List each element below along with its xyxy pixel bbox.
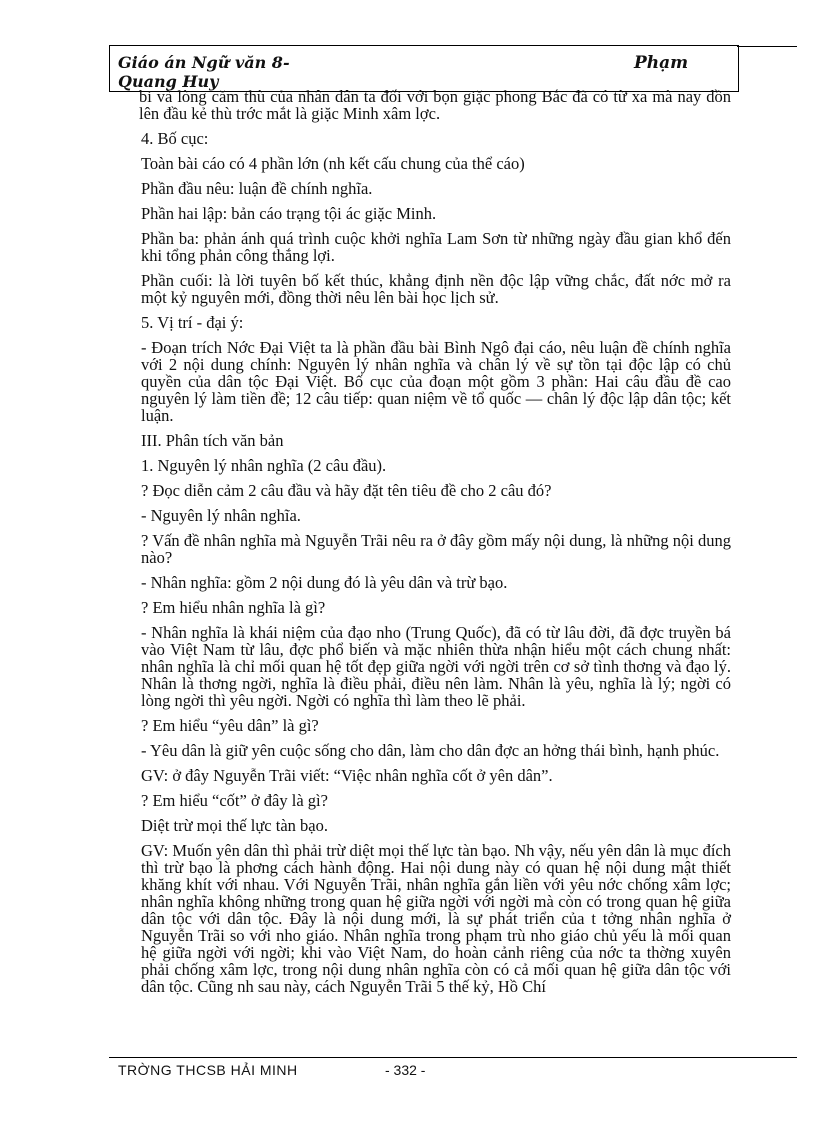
header-author: Phạm (634, 53, 689, 73)
question: ? Em hiểu nhân nghĩa là gì? (141, 598, 326, 617)
paragraph: Phần đầu nêu: luận đề chính nghĩa. (141, 179, 373, 198)
paragraph: - Đoạn trích Nớc Đại Việt ta là phần đầu bài Bình Ngô đại cáo, nêu luận đề chính nghĩa với 2 nội dung chính: Nguyên lý nhân nghĩa và chân lý về sự tồn tại độc lập có chủ quyền của dân tộc Đại Việt. Bố cục của đoạn một gồm 3 phần: Hai câu đầu đề cao nguyên lý làm tiền đề; 12 câu tiếp: quan niệm về tổ quốc — chân lý độc lập dân tộc; kết luận. (141, 338, 731, 425)
paragraph: Toàn bài cáo có 4 phần lớn (nh kết cấu chung của thể cáo) (141, 154, 525, 173)
teacher-note: GV: Muốn yên dân thì phải trừ diệt mọi thế lực tàn bạo. Nh vậy, nếu yên dân là mục đích thì trừ bạo là phơng cách hành động. Hai nội dung này có quan hệ nội dung mật thiết khăng khít với nhau. Với Nguyễn Trãi, nhân nghĩa gắn liền với yêu nớc chống xâm lợc; nhân nghĩa không những trong quan hệ giữa ngời với ngời mà còn có trong quan hệ giữa dân tộc với dân tộc. Đây là nội dung mới, là sự phát triển của t tởng nhân nghĩa ở Nguyễn Trãi so với nho giáo. Nhân nghĩa trong phạm trù nho giáo chủ yếu là mối quan hệ giữa ngời với ngời; khi vào Việt Nam, do hoàn cảnh riêng của nớc ta thờng xuyên phải chống xâm lợc, trong nội dung nhân nghĩa còn có cả mối quan hệ giữa dân tộc với dân tộc. Cũng nh sau này, cách Nguyễn Trãi 5 thế kỷ, Hồ Chí (141, 841, 731, 996)
paragraph: Phần ba: phản ánh quá trình cuộc khởi nghĩa Lam Sơn từ những ngày đầu gian khổ đến khi tổng phản công thắng lợi. (141, 229, 731, 265)
section-heading: 5. Vị trí - đại ý: (141, 313, 244, 332)
answer: - Yêu dân là giữ yên cuộc sống cho dân, làm cho dân đợc an hởng thái bình, hạnh phúc. (141, 741, 720, 760)
question: ? Em hiểu “yêu dân” là gì? (141, 716, 319, 735)
footer-school: TRỜNG THCSB HẢI MINH (118, 1062, 298, 1078)
teacher-note: GV: ở đây Nguyễn Trãi viết: “Việc nhân nghĩa cốt ở yên dân”. (141, 766, 553, 785)
section-heading: III. Phân tích văn bản (141, 431, 284, 450)
section-heading: 4. Bố cục: (141, 129, 209, 148)
footer-rule (109, 1057, 797, 1058)
document-body (141, 88, 731, 1003)
answer: - Nguyên lý nhân nghĩa. (141, 506, 301, 525)
subsection-heading: 1. Nguyên lý nhân nghĩa (2 câu đầu). (141, 456, 387, 475)
question: ? Đọc diễn cảm 2 câu đầu và hãy đặt tên tiêu đề cho 2 câu đó? (141, 481, 552, 500)
page-number: - 332 - (385, 1062, 426, 1078)
question: ? Vấn đề nhân nghĩa mà Nguyễn Trãi nêu ra ở đây gồm mấy nội dung, là những nội dung nào? (141, 531, 731, 567)
paragraph: Phần hai lập: bản cáo trạng tội ác giặc Minh. (141, 204, 437, 223)
question: ? Em hiểu “cốt” ở đây là gì? (141, 791, 328, 810)
answer: - Nhân nghĩa là khái niệm của đạo nho (Trung Quốc), đã có từ lâu đời, đã đợc truyền bá vào Việt Nam từ lâu, đợc phổ biến và mặc nhiên thừa nhận hiểu một cách chung nhất: nhân nghĩa là chỉ mối quan hệ tốt đẹp giữa ngời với ngời trên cơ sở tình thơng và đạo lý. Nhân là thơng ngời, nghĩa là điều phải, điều nên làm. Nhân là yêu, nghĩa là lý; ngời có lòng ngời thì yêu ngời. Ngời có nghĩa thì làm theo lẽ phải. (141, 623, 731, 710)
paragraph: bi và lòng căm thù của nhân dân ta đối với bọn giặc phong Bắc đã có từ xa mà nay dồn lên đầu kẻ thù trớc mắt là giặc Minh xâm lợc. (139, 87, 731, 123)
paragraph: Phần cuối: là lời tuyên bố kết thúc, khẳng định nền độc lập vững chắc, đất nớc mở ra một kỷ nguyên mới, đồng thời nêu lên bài học lịch sử. (141, 271, 731, 307)
answer: - Nhân nghĩa: gồm 2 nội dung đó là yêu dân và trừ bạo. (141, 573, 508, 592)
header-title: Giáo án Ngữ văn 8- Quang Huy (118, 53, 290, 91)
answer: Diệt trừ mọi thế lực tàn bạo. (141, 816, 328, 835)
header-rule (737, 46, 797, 47)
